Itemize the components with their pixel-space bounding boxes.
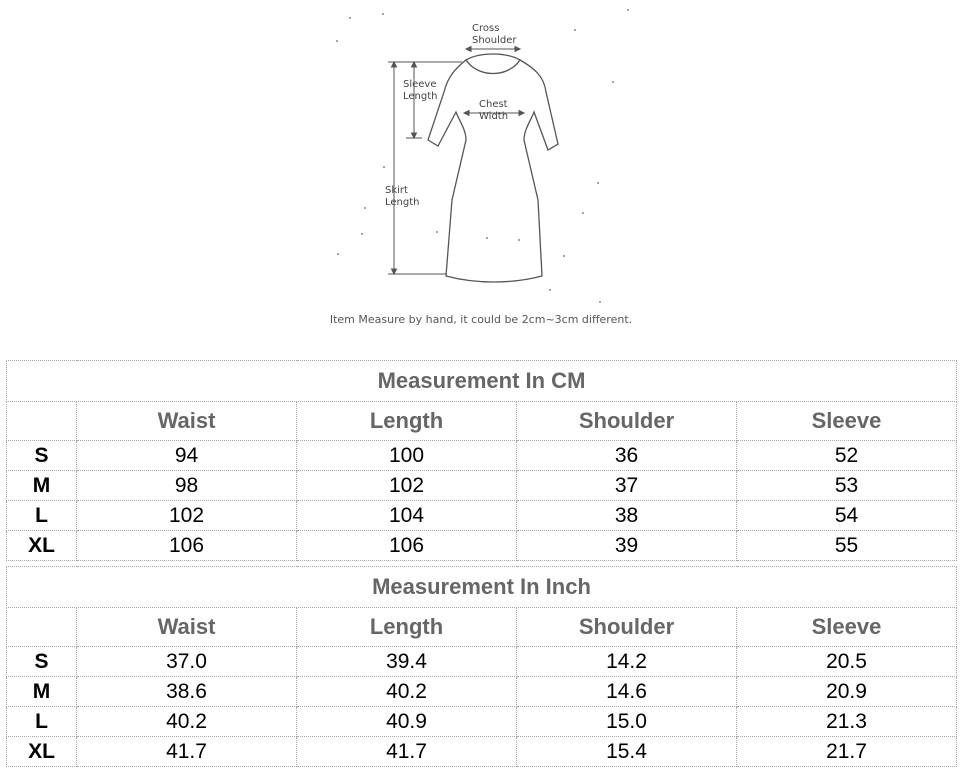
table-cell: 20.5	[737, 647, 957, 677]
table-cell: 37	[517, 471, 737, 501]
table-cell: 41.7	[77, 737, 297, 767]
table-cell: 102	[77, 501, 297, 531]
table-cell: 41.7	[297, 737, 517, 767]
header-cell-sleeve: Sleeve	[737, 402, 957, 441]
table-row	[7, 531, 957, 561]
table-row	[7, 441, 957, 471]
table-cell: 14.6	[517, 677, 737, 707]
table-cell: 14.2	[517, 647, 737, 677]
header-cell	[7, 402, 77, 441]
chest-width-label: Chest Width	[479, 99, 509, 122]
size-cell: L	[7, 501, 77, 531]
header-cell-shoulder: Shoulder	[517, 402, 737, 441]
cross-shoulder-label: Cross Shoulder	[472, 23, 517, 46]
measurement-diagram	[0, 0, 962, 350]
table-cell: 106	[297, 531, 517, 561]
table-cell: 106	[77, 531, 297, 561]
header-cell-sleeve: Sleeve	[737, 608, 957, 647]
header-cell-length: Length	[297, 608, 517, 647]
table-cell: 15.4	[517, 737, 737, 767]
table-cell: 100	[297, 441, 517, 471]
table-cell: 39	[517, 531, 737, 561]
table-cell: 20.9	[737, 677, 957, 707]
dress-outline	[428, 60, 558, 282]
cm-size-table	[6, 360, 957, 561]
inch-size-table	[6, 566, 957, 767]
table-cell: 55	[737, 531, 957, 561]
size-cell: XL	[7, 737, 77, 767]
table-cell: 38	[517, 501, 737, 531]
table-cell: 54	[737, 501, 957, 531]
dress-sketch	[0, 0, 962, 350]
sleeve-length-label: Sleeve Length	[403, 79, 438, 102]
table-row	[7, 501, 957, 531]
size-cell: M	[7, 677, 77, 707]
header-cell-shoulder: Shoulder	[517, 608, 737, 647]
table-cell: 40.9	[297, 707, 517, 737]
skirt-length-label: Skirt Length	[385, 185, 420, 208]
header-cell-waist: Waist	[77, 402, 297, 441]
table-row	[7, 647, 957, 677]
cm-header-row	[7, 402, 957, 441]
table-cell: 39.4	[297, 647, 517, 677]
size-cell: XL	[7, 531, 77, 561]
table-row	[7, 471, 957, 501]
inch-header-row	[7, 608, 957, 647]
table-cell: 40.2	[77, 707, 297, 737]
table-cell: 15.0	[517, 707, 737, 737]
table-cell: 94	[77, 441, 297, 471]
table-cell: 36	[517, 441, 737, 471]
table-row	[7, 707, 957, 737]
table-cell: 38.6	[77, 677, 297, 707]
size-cell: S	[7, 441, 77, 471]
table-cell: 102	[297, 471, 517, 501]
table-cell: 53	[737, 471, 957, 501]
table-cell: 40.2	[297, 677, 517, 707]
inch-table-title: Measurement In Inch	[7, 567, 957, 608]
size-cell: L	[7, 707, 77, 737]
table-cell: 52	[737, 441, 957, 471]
table-cell: 104	[297, 501, 517, 531]
header-cell-length: Length	[297, 402, 517, 441]
table-cell: 21.3	[737, 707, 957, 737]
header-cell-waist: Waist	[77, 608, 297, 647]
table-cell: 21.7	[737, 737, 957, 767]
table-row	[7, 677, 957, 707]
header-cell	[7, 608, 77, 647]
size-cell: M	[7, 471, 77, 501]
cm-table-title: Measurement In CM	[7, 361, 957, 402]
table-row	[7, 737, 957, 767]
table-cell: 37.0	[77, 647, 297, 677]
measure-note: Item Measure by hand, it could be 2cm~3cm different.	[329, 313, 633, 326]
table-cell: 98	[77, 471, 297, 501]
size-cell: S	[7, 647, 77, 677]
